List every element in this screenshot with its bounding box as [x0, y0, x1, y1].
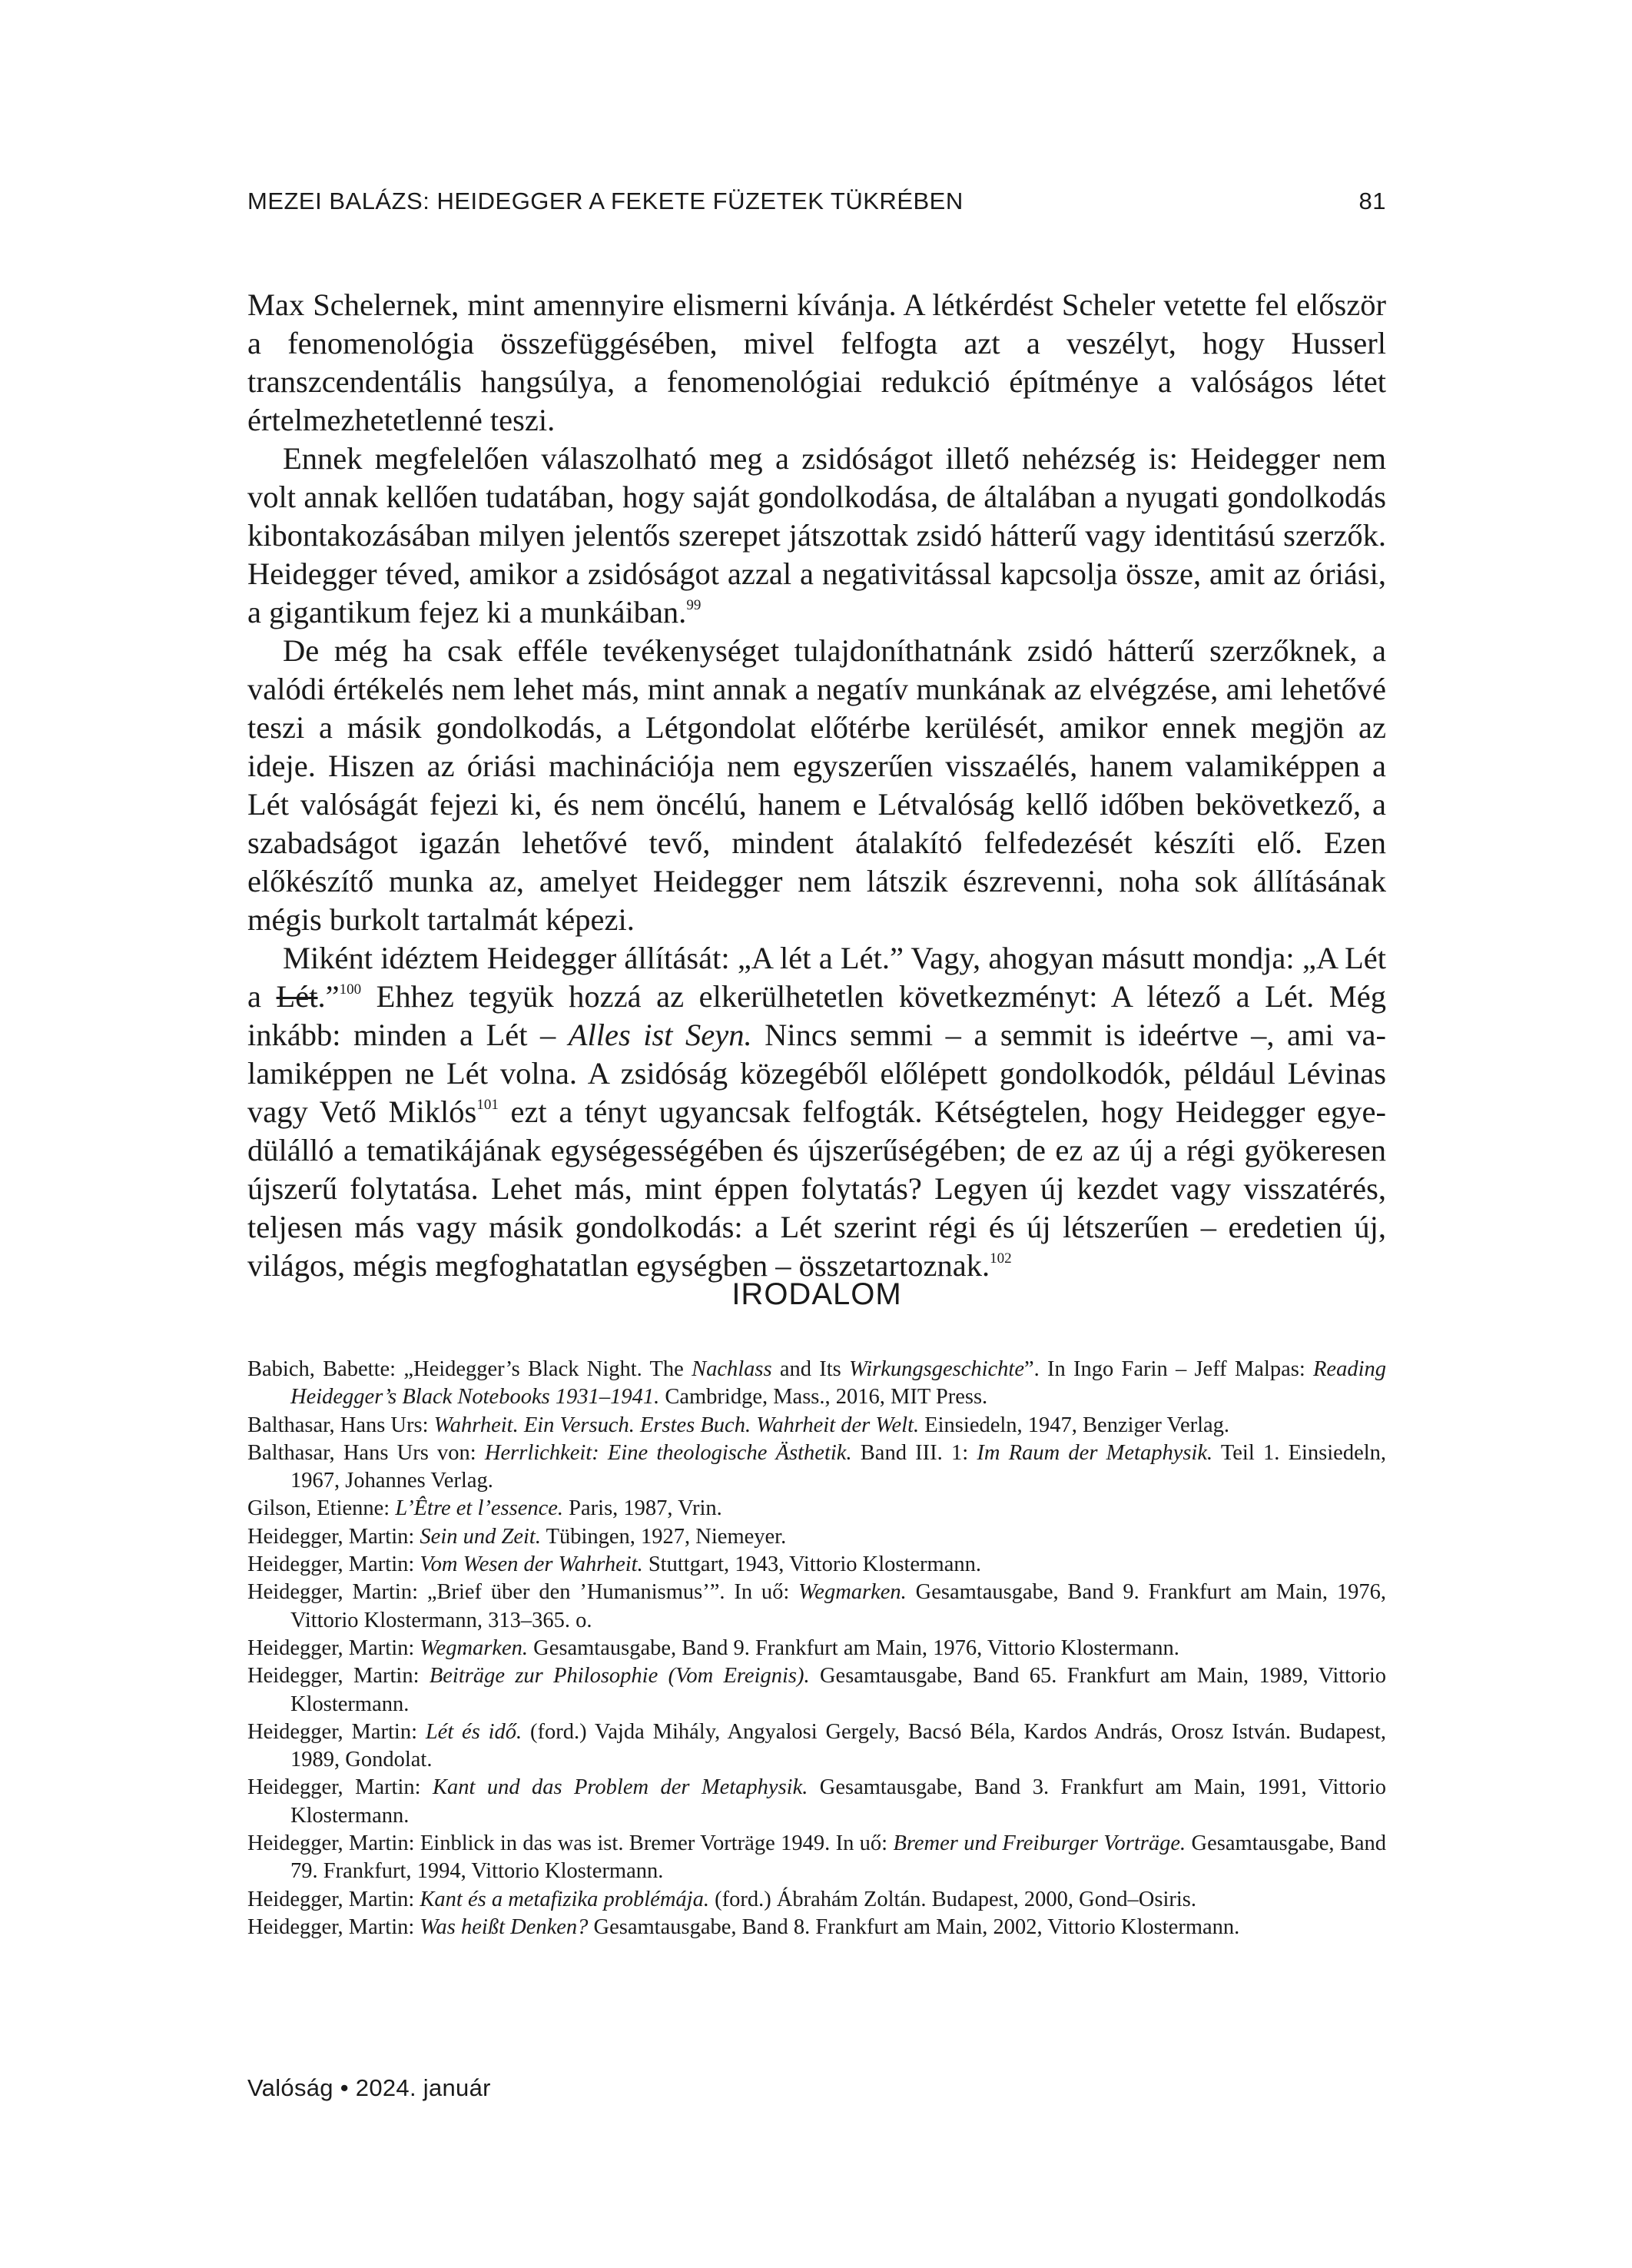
ref-italic: Kant és a metafizika problémája.	[420, 1887, 709, 1911]
footnote-ref[interactable]: 101	[476, 1097, 499, 1113]
ref-text: Stuttgart, 1943, Vittorio Klostermann.	[642, 1552, 981, 1577]
ref-text: Gilson, Etienne:	[247, 1496, 396, 1521]
ref-text: ”. In Ingo Farin – Jeff Malpas:	[1024, 1357, 1314, 1381]
paragraph	[247, 440, 1386, 632]
ref-italic: Bremer und Freiburger Vorträge.	[893, 1831, 1186, 1856]
ref-text: Balthasar, Hans Urs von:	[247, 1440, 485, 1465]
reference-entry	[247, 1439, 1386, 1496]
paragraph-text: Miként idéztem Heidegger állítását: „A lét a Lét.” Vagy, ahogyan másutt mondja: „A Lét a	[247, 941, 1386, 1014]
ref-text: Paris, 1987, Vrin.	[563, 1496, 722, 1521]
references-heading: IRODALOM	[731, 1277, 902, 1311]
reference-entry	[247, 1635, 1386, 1662]
ref-italic: Lét és idő.	[425, 1719, 522, 1744]
ref-italic: Wegmarken.	[798, 1580, 907, 1605]
ref-text: (ford.) Vajda Mihály, Angyalosi Gergely, Bacsó Béla, Kardos András, Orosz István. Budapest, 1989, Gondolat.	[290, 1719, 1386, 1772]
ref-text: Gesamtausgabe, Band 3. Frankfurt am Main, 1991, Vittorio Klostermann.	[290, 1775, 1386, 1828]
reference-entry	[247, 1830, 1386, 1886]
reference-entry	[247, 1551, 1386, 1579]
ref-text: Heidegger, Martin:	[247, 1719, 426, 1744]
paragraph-text: ezt a tényt ugyancsak felfogták. Kétségtelen, hogy Heidegger egyedülálló a tematikájának egységességében és újszerűségében; de ez az új a régi gyökeresen újszerű folytatása. Lehet más, mint éppen folytatás? Legyen új kezdet vagy visszatérés, teljesen más vagy másik gondolkodás: a Lét szerint régi és új létszerűen – eredetien új, világos, mégis megfoghatatlan egységben – összetartoznak.	[247, 1094, 1386, 1283]
ref-italic: Nachlass	[692, 1357, 772, 1381]
ref-text: Tübingen, 1927, Niemeyer.	[540, 1524, 787, 1549]
running-header	[247, 188, 1386, 226]
ref-text: Teil 1. Einsiedeln, 1967, Johannes Verlag.	[290, 1440, 1387, 1493]
ref-text: Heidegger, Martin:	[247, 1887, 420, 1911]
ref-italic: Im Raum der Metaphysik.	[977, 1440, 1213, 1465]
struck-through-word: Lét	[276, 979, 318, 1014]
ref-text: Babich, Babette: „Heidegger’s Black Night. The	[247, 1357, 692, 1381]
ref-text: Heidegger, Martin:	[247, 1635, 420, 1660]
ref-italic: Sein und Zeit.	[420, 1524, 541, 1549]
ref-italic: Wirkungsgeschichte	[849, 1357, 1024, 1381]
reference-entry	[247, 1718, 1386, 1775]
ref-text: Gesamtausgabe, Band 8. Frankfurt am Main, 2002, Vittorio Klostermann.	[588, 1914, 1240, 1939]
reference-entry	[247, 1495, 1386, 1523]
page-footer: Valóság • 2024. január	[247, 2074, 491, 2101]
page-number: 81	[1358, 188, 1386, 214]
ref-text: (ford.) Ábrahám Zoltán. Budapest, 2000, Gond–Osiris.	[708, 1887, 1196, 1911]
paragraph: De még ha csak efféle tevékenységet tulajdoníthatnánk zsidó hátterű szerzőknek, a valódi értékelés nem lehet más, mint annak a negatív munkának az elvégzése, ami lehetővé teszi a másik gondolkodás, a Létgondolat előtérbe kerülését, amikor ennek megjön az ideje. Hiszen az óriási machinációja nem egyszerűen visszaélés, hanem valamiképpen a Lét valóságát fejezi ki, és nem öncélú, hanem e Létvalóság kellő időben bekövetkező, a szabadságot igazán lehetővé tevő, mindent átalakító felfedezését készíti elő. Ezen előkészítő munka az, amelyet Heidegger nem látszik észrevenni, noha sok állításának mégis burkolt tartalmát képezi.	[247, 633, 1386, 937]
footnote-ref[interactable]: 99	[686, 597, 702, 613]
reference-entry	[247, 1356, 1386, 1412]
ref-text: Heidegger, Martin: „Brief über den ’Humanismus’”. In uő:	[247, 1580, 799, 1605]
ref-text: Heidegger, Martin:	[247, 1552, 420, 1577]
ref-text: Gesamtausgabe, Band 9. Frankfurt am Main, 1976, Vittorio Klostermann, 313–365. o.	[290, 1580, 1387, 1632]
paragraph-text: Ehhez tegyük hozzá az elkerülhetetlen következményt: A létező a Lét. Még inkább: minden a Lét –	[247, 979, 1386, 1052]
ref-text: Heidegger, Martin:	[247, 1914, 420, 1939]
reference-entry	[247, 1886, 1386, 1914]
ref-text: Gesamtausgabe, Band 79. Frankfurt, 1994, Vittorio Klostermann.	[290, 1831, 1387, 1884]
ref-text: Gesamtausgabe, Band 9. Frankfurt am Main, 1976, Vittorio Klostermann.	[528, 1635, 1179, 1660]
body-text	[247, 286, 1386, 1285]
ref-italic: Beiträge zur Philosophie (Vom Ereignis).	[429, 1664, 810, 1689]
paragraph: Max Schelernek, mint amennyire elismerni kívánja. A létkérdést Scheler vetette fel először a fenomenológia összefüggésében, mivel felfogta azt a veszélyt, hogy Husserl transzcendentális hangsúlya, a fenomenológiai redukció építménye a valóságos létet értelmezhetetlenné teszi.	[247, 287, 1386, 437]
ref-italic: Reading Heidegger’s Black Notebooks 1931–1941.	[290, 1357, 1386, 1410]
ref-text: Einsiedeln, 1947, Benziger Verlag.	[919, 1413, 1230, 1437]
paragraph	[247, 939, 1386, 1285]
ref-text: Heidegger, Martin: Einblick in das was ist. Bremer Vorträge 1949. In uő:	[247, 1831, 894, 1856]
ref-italic: L’Être et l’essence.	[395, 1496, 564, 1521]
references-list	[247, 1356, 1386, 1941]
running-title: MEZEI BALÁZS: HEIDEGGER A FEKETE FÜZETEK TÜKRÉBEN	[247, 188, 964, 214]
footnote-ref[interactable]: 100	[339, 981, 362, 998]
ref-text: Heidegger, Martin:	[247, 1775, 433, 1800]
reference-entry	[247, 1914, 1386, 1941]
italic-phrase: Alles ist Seyn.	[568, 1018, 752, 1052]
ref-text: Heidegger, Martin:	[247, 1524, 420, 1549]
paragraph-text: .”	[317, 979, 340, 1014]
ref-italic: Herrlichkeit: Eine theologische Ästhetik.	[484, 1440, 852, 1465]
ref-italic: Vom Wesen der Wahrheit.	[420, 1552, 643, 1577]
paragraph-text: Ennek megfelelően válaszolható meg a zsidóságot illető nehézség is: Heidegger nem volt annak kellően tudatában, hogy saját gondolkodása, de általában a nyugati gondolkodás kibontakozásában milyen jelentős szerepet játszottak zsidó hátterű vagy identitású szerzők. Heidegger téved, amikor a zsidóságot azzal a negativitással kapcsolja össze, amit az óriási, a gigantikum fejez ki a munkáiban.	[247, 441, 1386, 629]
footnote-ref[interactable]: 102	[990, 1250, 1012, 1267]
reference-entry	[247, 1523, 1386, 1551]
ref-text: Balthasar, Hans Urs:	[247, 1413, 434, 1437]
reference-entry	[247, 1579, 1386, 1635]
ref-italic: Wahrheit. Ein Versuch. Erstes Buch. Wahrheit der Welt.	[433, 1413, 920, 1437]
ref-italic: Was heißt Denken?	[420, 1914, 589, 1939]
ref-text: Cambridge, Mass., 2016, MIT Press.	[659, 1385, 988, 1410]
ref-text: and Its	[771, 1357, 850, 1381]
ref-italic: Wegmarken.	[420, 1635, 529, 1660]
reference-entry	[247, 1662, 1386, 1718]
ref-italic: Kant und das Problem der Metaphysik.	[432, 1775, 808, 1800]
ref-text: Band III. 1:	[851, 1440, 977, 1465]
reference-entry	[247, 1412, 1386, 1439]
paragraph-text: Nincs semmi – a semmit is ideértve –, ami valamiképpen ne Lét volna. A zsidóság közegéből előlépett gondolkodók, például Lévinas vagy Vető Miklós	[247, 1018, 1386, 1129]
ref-text: Heidegger, Martin:	[247, 1664, 430, 1689]
ref-text: Gesamtausgabe, Band 65. Frankfurt am Main, 1989, Vittorio Klostermann.	[290, 1664, 1386, 1716]
reference-entry	[247, 1774, 1386, 1830]
